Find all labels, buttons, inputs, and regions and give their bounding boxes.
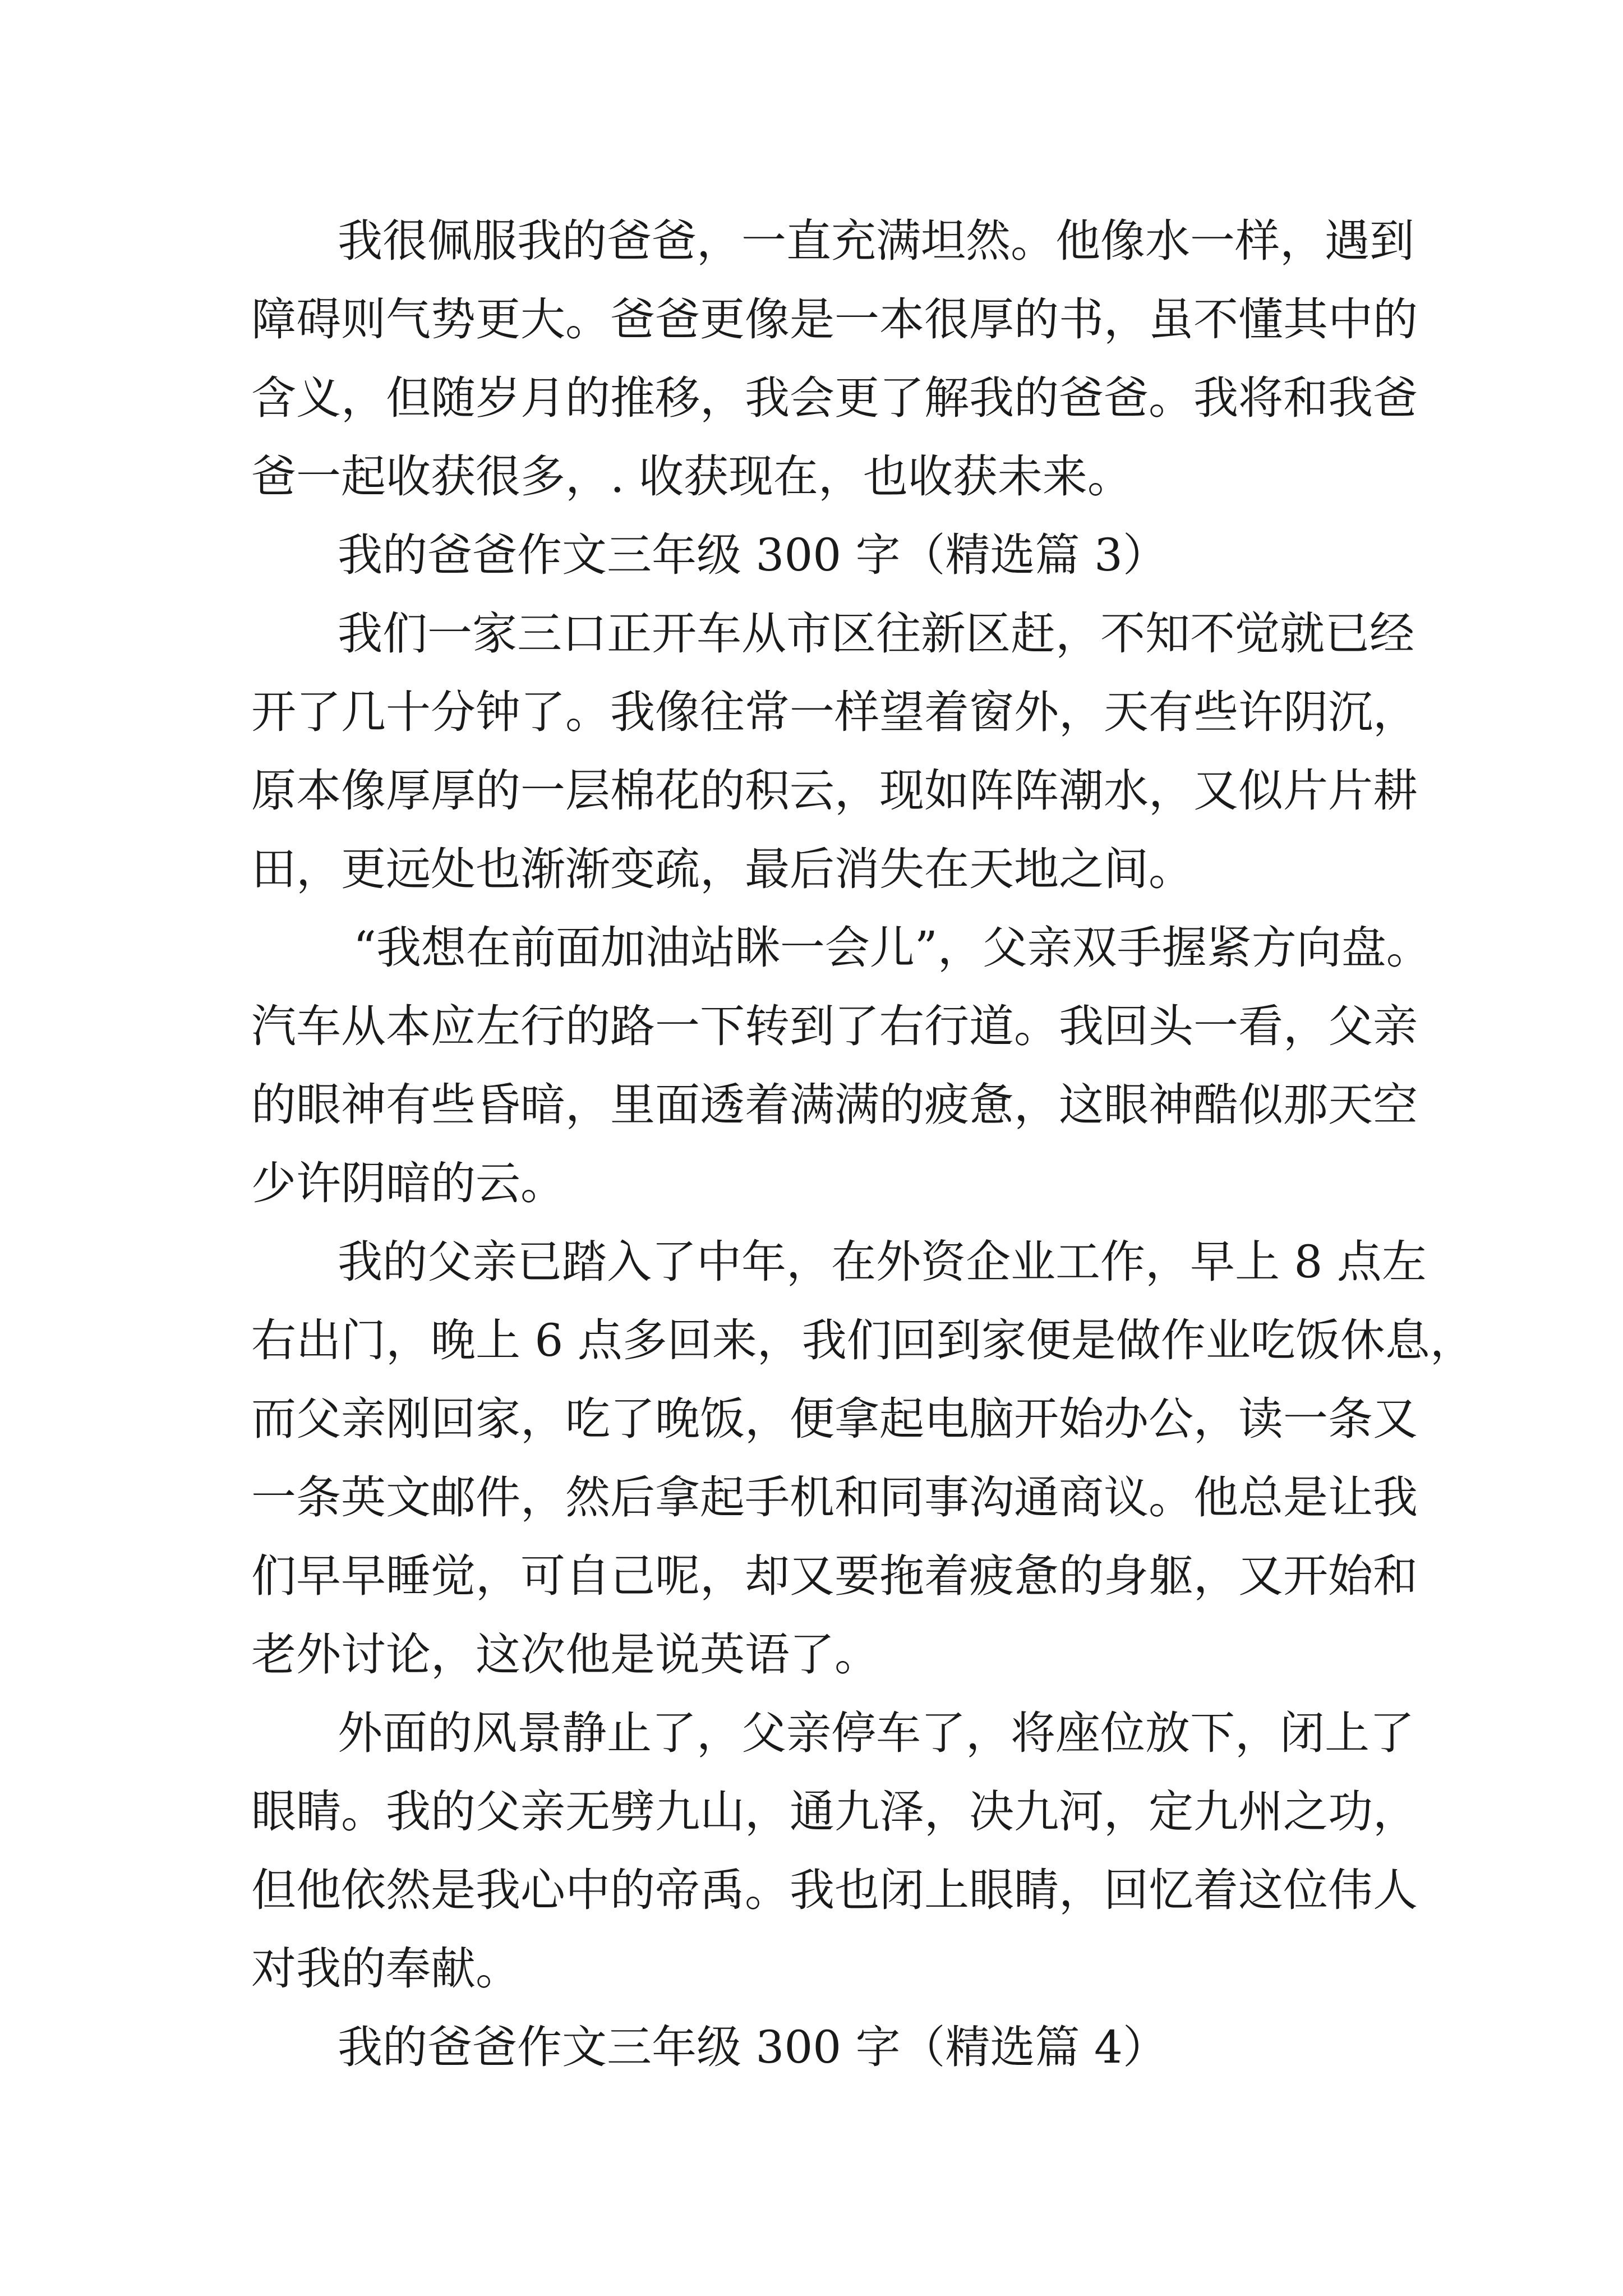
paragraph-line: 爸一起收获很多，. 收获现在，也收获未来。 (251, 450, 1132, 503)
paragraph-line: “我想在前面加油站眯一会儿”，父亲双手握紧方向盘。 (353, 922, 1431, 974)
paragraph-line: 而父亲刚回家，吃了晚饭，便拿起电脑开始办公，读一条又 (251, 1393, 1418, 1445)
paragraph-line: 眼睛。我的父亲无劈九山，通九泽，决九河，定九州之功， (251, 1786, 1418, 1838)
paragraph-line: 含义，但随岁月的推移，我会更了解我的爸爸。我将和我爸 (251, 372, 1418, 424)
section-heading: 我的爸爸作文三年级 300 字（精选篇 4） (338, 2021, 1168, 2073)
paragraph-line: 老外讨论，这次他是说英语了。 (251, 1628, 879, 1681)
paragraph-line: 我很佩服我的爸爸，一直充满坦然。他像水一样，遇到 (338, 215, 1414, 267)
paragraph-line: 我的父亲已踏入了中年，在外资企业工作，早上 8 点左 (338, 1236, 1427, 1288)
paragraph-line: 原本像厚厚的一层棉花的积云，现如阵阵潮水，又似片片耕 (251, 765, 1418, 817)
paragraph-line: 对我的奉献。 (251, 1943, 520, 1995)
paragraph-line: 们早早睡觉，可自己呢，却又要拖着疲惫的身躯，又开始和 (251, 1550, 1418, 1602)
section-heading: 我的爸爸作文三年级 300 字（精选篇 3） (338, 529, 1168, 581)
paragraph-line: 障碍则气势更大。爸爸更像是一本很厚的书，虽不懂其中的 (251, 293, 1418, 346)
paragraph-line: 汽车从本应左行的路一下转到了右行道。我回头一看，父亲 (251, 1000, 1418, 1052)
paragraph-line: 右出门，晚上 6 点多回来，我们回到家便是做作业吃饭休息， (251, 1314, 1475, 1366)
paragraph-line: 少许阴暗的云。 (251, 1157, 565, 1209)
paragraph-line: 外面的风景静止了，父亲停车了，将座位放下，闭上了 (338, 1707, 1414, 1759)
paragraph-line: 我们一家三口正开车从市区往新区赶，不知不觉就已经 (338, 608, 1414, 660)
paragraph-line: 但他依然是我心中的帝禹。我也闭上眼睛，回忆着这位伟人 (251, 1864, 1418, 1916)
paragraph-line: 田，更远处也渐渐变疏，最后消失在天地之间。 (251, 843, 1193, 895)
paragraph-line: 开了几十分钟了。我像往常一样望着窗外，天有些许阴沉， (251, 686, 1418, 738)
paragraph-line: 的眼神有些昏暗，里面透着满满的疲惫，这眼神酷似那天空 (251, 1079, 1418, 1131)
paragraph-line: 一条英文邮件，然后拿起手机和同事沟通商议。他总是让我 (251, 1471, 1418, 1524)
